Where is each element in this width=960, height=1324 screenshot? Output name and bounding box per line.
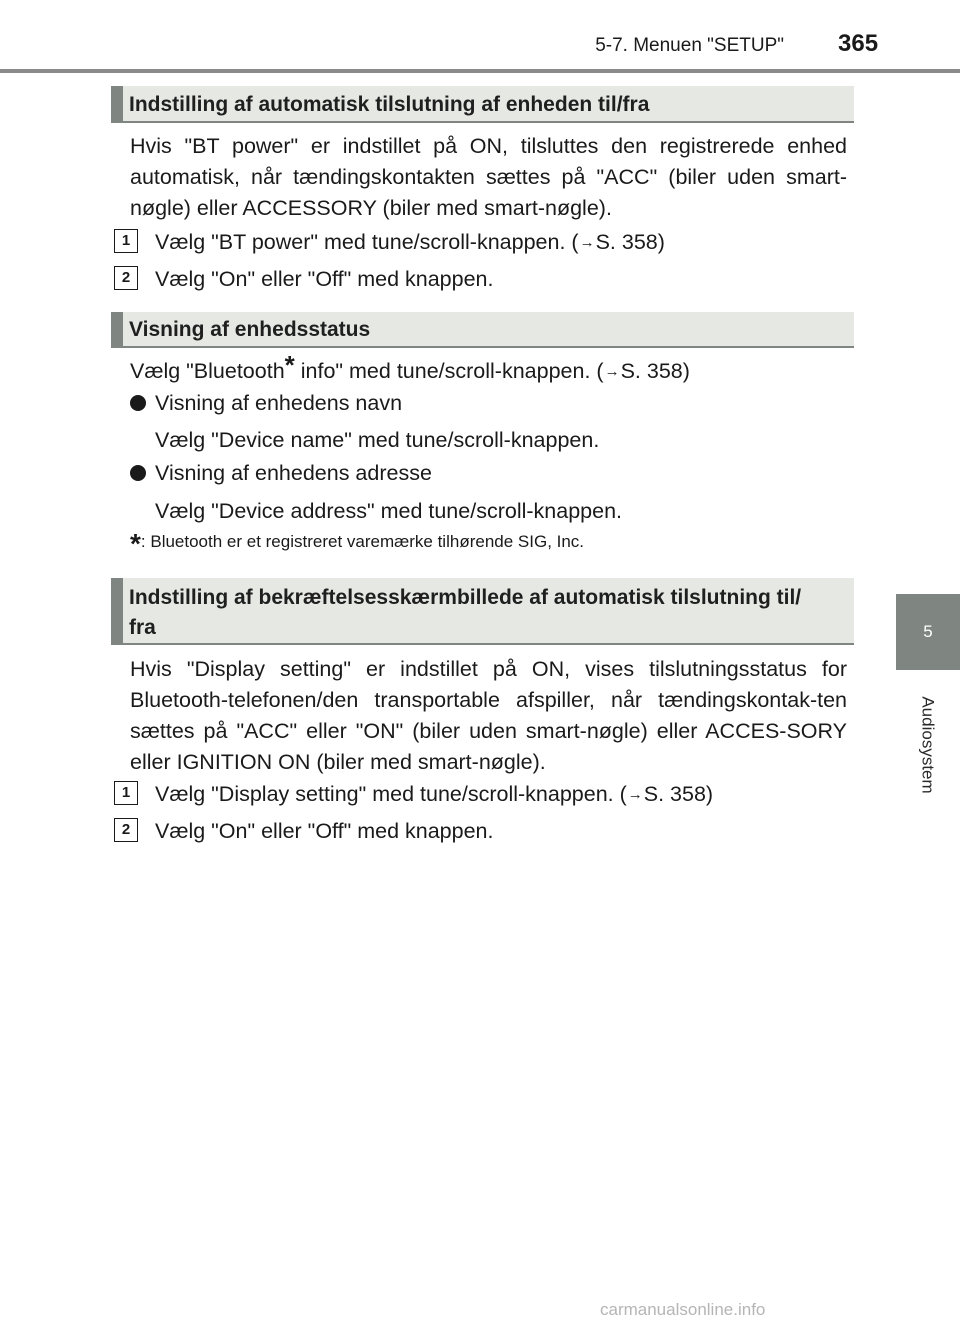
step-text: Vælg "On" eller "Off" med knappen. xyxy=(155,267,494,291)
bullet-title: Visning af enhedens adresse xyxy=(155,461,432,485)
bullet-title: Visning af enhedens navn xyxy=(155,391,403,415)
step-number: 2 xyxy=(114,818,138,842)
section3-title-line2: fra xyxy=(129,616,156,639)
chapter-tab-number: 5 xyxy=(923,622,933,641)
chapter-title: 5-7. Menuen "SETUP" xyxy=(595,35,784,56)
header-divider xyxy=(0,69,960,73)
step-number: 1 xyxy=(114,229,138,253)
footnote-marker: * xyxy=(284,350,295,380)
section3-paragraph: Hvis "Display setting" er indstillet på ON, vises tilslutningsstatus for Bluetooth-telefonen/den transportable afspiller, når tændingskontak-ten sættes på "ACC" eller "ON" (biler uden smart-nøgle) eller ACCES-SORY eller IGNITION ON (biler med smart-nøgle). xyxy=(130,657,847,774)
footnote-marker: * xyxy=(130,528,141,559)
bullet-text: Vælg "Device address" med tune/scroll-knappen. xyxy=(155,499,622,523)
section-heading-confirmation-screen xyxy=(111,578,854,645)
page-number: 365 xyxy=(838,30,879,57)
bullet-icon xyxy=(130,465,146,481)
arrow-right-icon: → xyxy=(627,786,643,803)
section3-title-line1: Indstilling af bekræftelsesskærmbillede af automatisk tilslutning til/ xyxy=(129,586,802,609)
bullet-text: Vælg "Device name" med tune/scroll-knappen. xyxy=(155,428,600,452)
step-text: Vælg "BT power" med tune/scroll-knappen. (→S. 358) xyxy=(155,228,665,257)
step-text: Vælg "On" eller "Off" med knappen. xyxy=(155,819,494,843)
chapter-tab-label-text: Audiosystem xyxy=(919,696,939,794)
step-number: 2 xyxy=(114,266,138,290)
footnote: *: Bluetooth er et registreret varemærke tilhørende SIG, Inc. xyxy=(130,528,585,559)
section2-intro: Vælg "Bluetooth* info" med tune/scroll-knappen. (→S. 358) xyxy=(130,357,690,386)
section1-paragraph: Hvis "BT power" er indstillet på ON, tilsluttes den registrerede enhed automatisk, når tændingskontakten sættes på "ACC" (biler uden smart-nøgle) eller ACCESSORY (biler med smart-nøgle). xyxy=(130,134,847,220)
section-heading-auto-connect: Indstilling af automatisk tilslutning af enheden til/fra xyxy=(111,86,854,123)
watermark: carmanualsonline.info xyxy=(600,1300,766,1319)
arrow-right-icon: → xyxy=(604,363,620,380)
chapter-tab xyxy=(896,594,960,670)
chapter-tab-label xyxy=(896,680,960,810)
arrow-right-icon: → xyxy=(579,234,595,251)
bullet-icon xyxy=(130,395,146,411)
section-heading-device-status: Visning af enhedsstatus xyxy=(111,312,854,348)
step-number: 1 xyxy=(114,781,138,805)
step-text: Vælg "Display setting" med tune/scroll-knappen. (→S. 358) xyxy=(155,780,713,809)
